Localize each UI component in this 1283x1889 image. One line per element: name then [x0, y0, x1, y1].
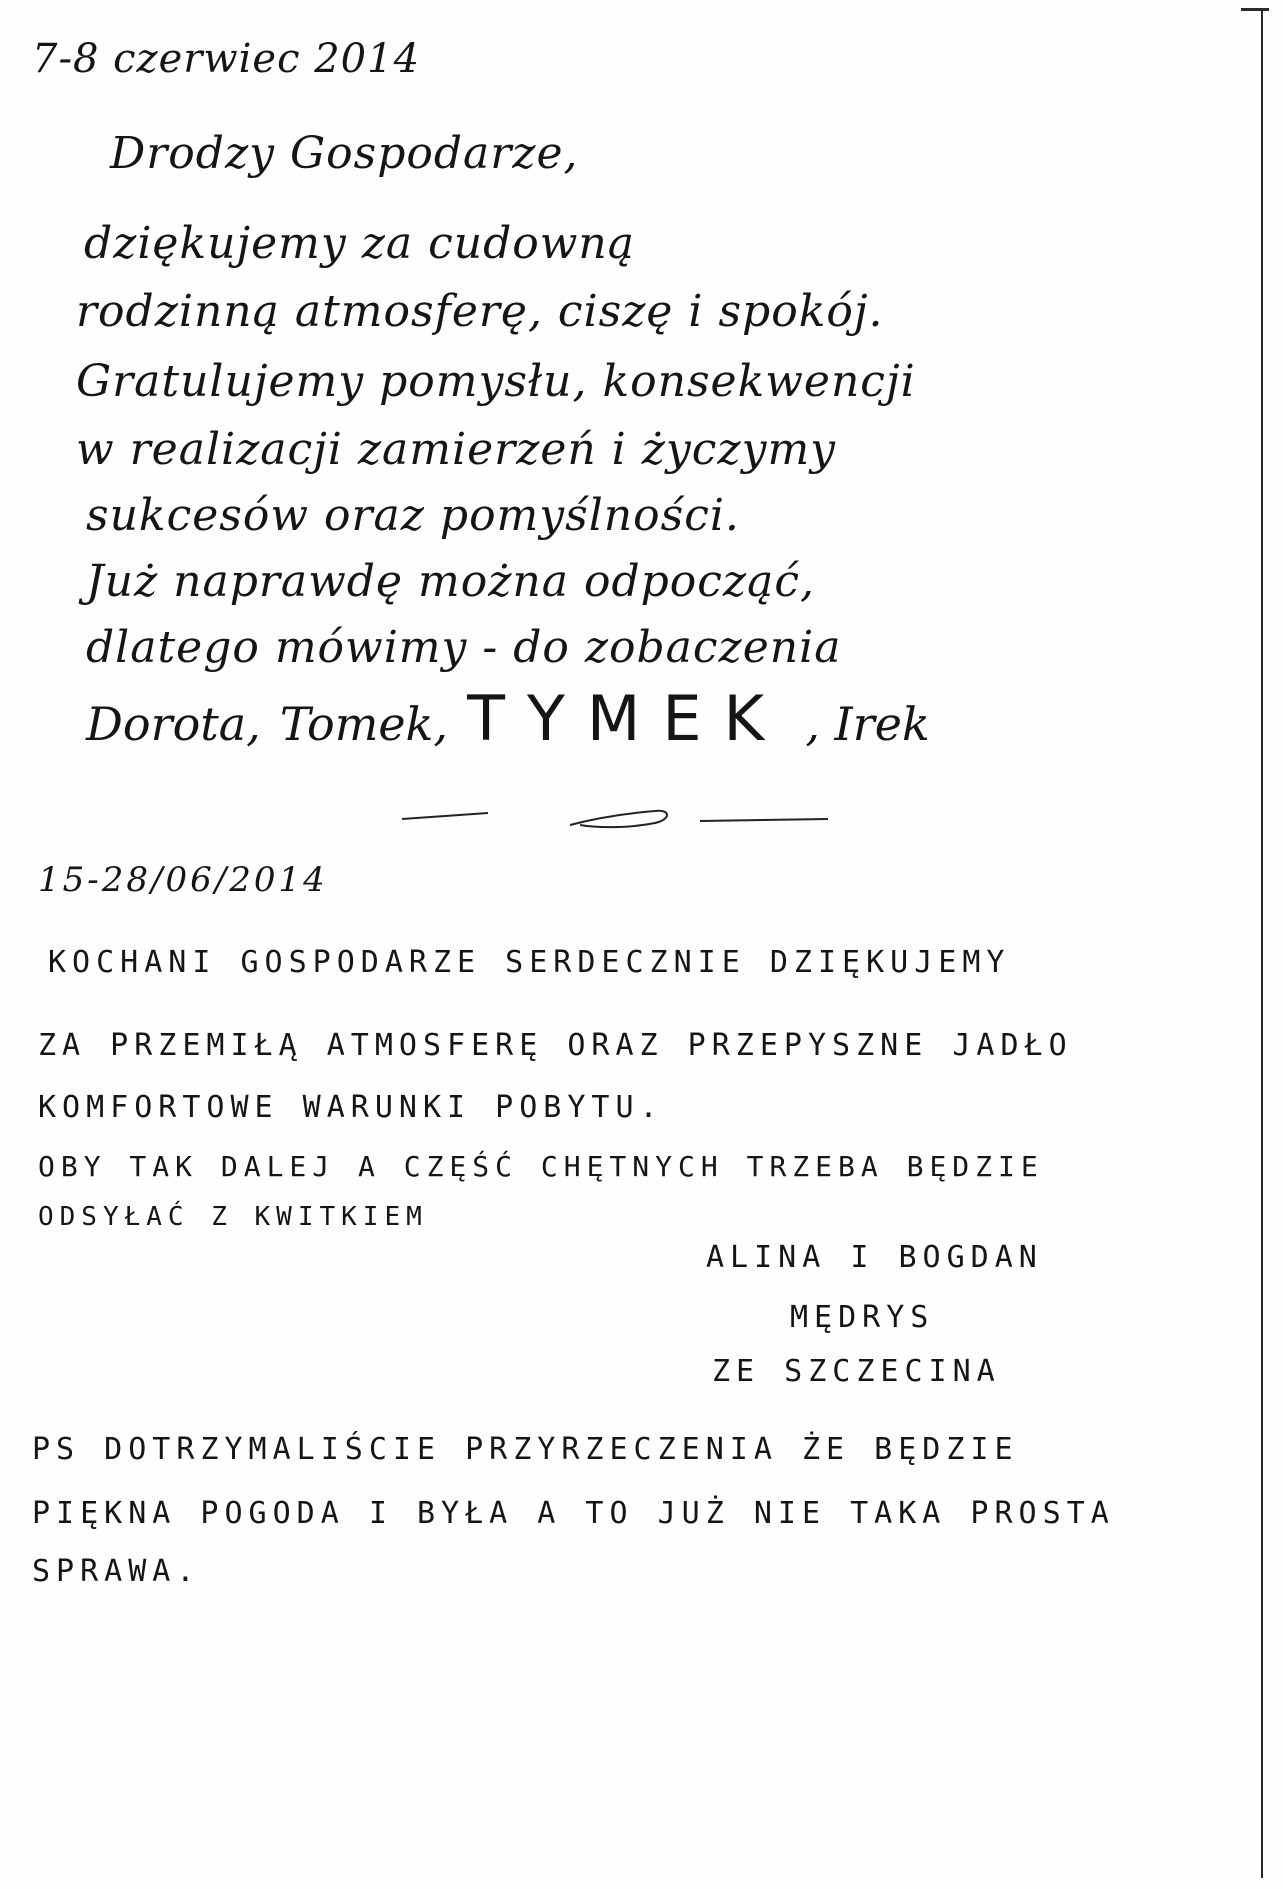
entry-line: sukcesów oraz pomyślności. — [86, 490, 740, 541]
page-edge — [1261, 8, 1269, 1878]
entry-line: w realizacji zamierzeń i życzymy — [76, 424, 837, 475]
entry-line: Już naprawdę można odpocząć, — [86, 556, 815, 607]
entry-line: ZA PRZEMIŁĄ ATMOSFERĘ ORAZ PRZEPYSZNE JADŁO — [38, 1028, 1073, 1063]
postscript-line: PS DOTRZYMALIŚCIE PRZYRZECZENIA ŻE BĘDZIE — [32, 1432, 1019, 1467]
page-edge-top — [1241, 8, 1269, 11]
entry-line: dziękujemy za cudowną — [84, 218, 635, 269]
entry-line: rodzinną atmosferę, ciszę i spokój. — [76, 286, 884, 337]
signature-surname: MĘDRYS — [790, 1300, 935, 1335]
signature-names: ALINA I BOGDAN — [706, 1240, 1043, 1275]
divider-flourish — [400, 795, 830, 835]
entry-line: ODSYŁAĆ Z KWITKIEM — [38, 1202, 428, 1232]
signature-dorota: Dorota, — [86, 697, 261, 751]
entry-line: KOMFORTOWE WARUNKI POBYTU. — [38, 1090, 664, 1125]
entry-date: 15-28/06/2014 — [38, 860, 328, 900]
entry-date: 7-8 czerwiec 2014 — [32, 36, 421, 82]
entry-line: Gratulujemy pomysłu, konsekwencji — [76, 356, 916, 407]
signature-irek: , Irek — [805, 697, 930, 751]
signature-tymek: TYMEK — [467, 682, 787, 755]
signature-tomek: Tomek, — [279, 697, 449, 751]
entry-line: KOCHANI GOSPODARZE SERDECZNIE DZIĘKUJEMY — [48, 945, 1011, 980]
entry-line: dlatego mówimy - do zobaczenia — [86, 622, 842, 673]
signature-line — [86, 682, 944, 762]
signature-city: ZE SZCZECINA — [712, 1354, 1001, 1389]
postscript-line: PIĘKNA POGODA I BYŁA A TO JUŻ NIE TAKA PROSTA — [32, 1496, 1115, 1531]
entry-line: Drodzy Gospodarze, — [110, 128, 579, 179]
entry-line: OBY TAK DALEJ A CZĘŚĆ CHĘTNYCH TRZEBA BĘDZIE — [38, 1150, 1044, 1183]
postscript-line: SPRAWA. — [32, 1554, 201, 1589]
